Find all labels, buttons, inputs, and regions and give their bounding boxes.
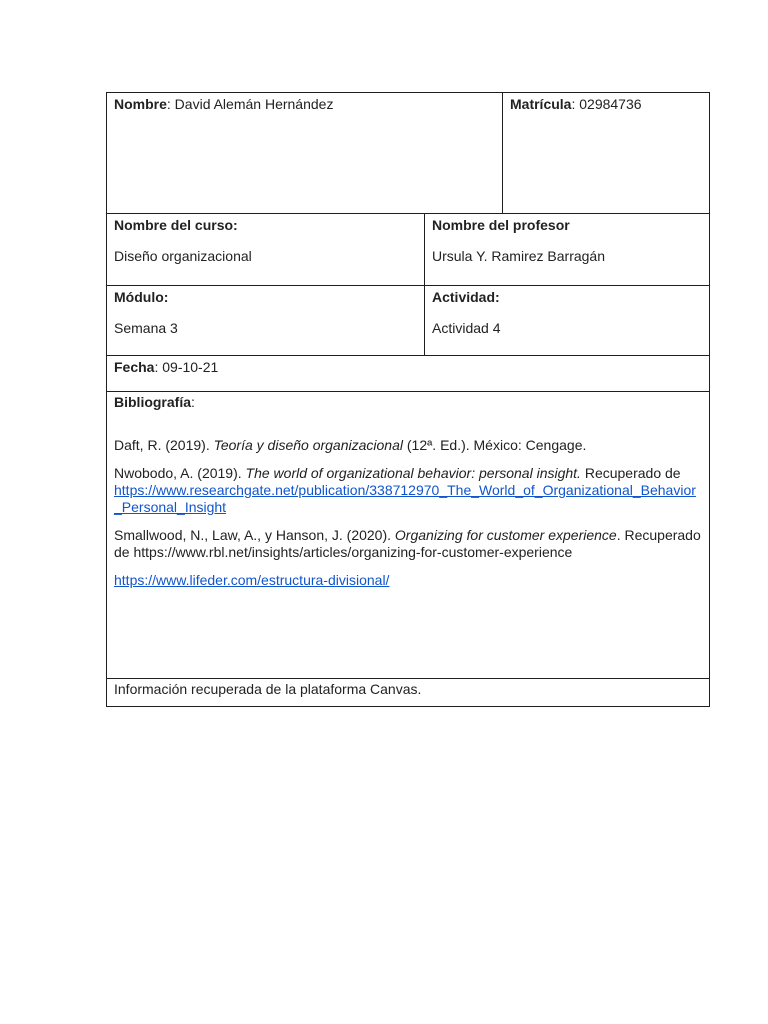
matricula-value: : 02984736 bbox=[571, 96, 642, 112]
module-row bbox=[107, 286, 709, 356]
course-row bbox=[107, 214, 709, 286]
reference-2-title: The world of organizational behavior: personal insight. bbox=[245, 465, 581, 481]
cover-sheet-table bbox=[106, 92, 710, 707]
date-value: : 09-10-21 bbox=[154, 359, 219, 375]
reference-3-title: Organizing for customer experience bbox=[394, 527, 617, 543]
reference-1-suffix: (12ª. Ed.). México: Cengage. bbox=[402, 437, 587, 453]
reference-3-suffix: . Recuperado de https://www.rbl.net/insights/articles/organizing-for-customer-experience bbox=[114, 527, 701, 560]
date-row bbox=[107, 356, 709, 392]
reference-2-link[interactable]: https://www.researchgate.net/publication/338712970_The_World_of_Organizational_Behavior_Personal_Insight bbox=[114, 482, 696, 515]
activity-value: Actividad 4 bbox=[432, 320, 501, 336]
bibliography-cell bbox=[107, 392, 709, 678]
matricula-label: Matrícula bbox=[510, 96, 572, 112]
reference-3 bbox=[114, 527, 702, 561]
bibliography-row bbox=[107, 392, 709, 679]
date-cell bbox=[107, 356, 709, 391]
bibliography-label-suffix: : bbox=[191, 394, 195, 410]
course-label: Nombre del curso: bbox=[114, 217, 238, 233]
matricula-cell bbox=[502, 93, 709, 213]
reference-1 bbox=[114, 437, 702, 454]
professor-value: Ursula Y. Ramirez Barragán bbox=[432, 248, 606, 264]
bibliography-heading bbox=[114, 394, 702, 411]
reference-4 bbox=[114, 572, 702, 589]
date-label: Fecha bbox=[114, 359, 155, 375]
name-label: Nombre bbox=[114, 96, 167, 112]
footer-row bbox=[107, 679, 709, 706]
reference-1-title: Teoría y diseño organizacional bbox=[213, 437, 403, 453]
reference-2-prefix: Nwobodo, A. (2019). bbox=[114, 465, 246, 481]
activity-label: Actividad: bbox=[432, 289, 500, 305]
reference-3-prefix: Smallwood, N., Law, A., y Hanson, J. (2020). bbox=[114, 527, 395, 543]
header-row bbox=[107, 93, 709, 214]
course-cell bbox=[107, 214, 424, 285]
reference-4-link[interactable]: https://www.lifeder.com/estructura-divisional/ bbox=[114, 572, 390, 588]
footer-cell bbox=[107, 679, 709, 706]
professor-cell bbox=[424, 214, 709, 285]
professor-label: Nombre del profesor bbox=[432, 217, 570, 233]
module-value: Semana 3 bbox=[114, 320, 178, 336]
name-cell bbox=[107, 93, 502, 213]
activity-cell bbox=[424, 286, 709, 355]
course-value: Diseño organizacional bbox=[114, 248, 252, 264]
module-cell bbox=[107, 286, 424, 355]
reference-2 bbox=[114, 465, 702, 516]
bibliography-label: Bibliografía bbox=[114, 394, 192, 410]
reference-2-suffix: Recuperado de bbox=[580, 465, 681, 481]
name-value: : David Alemán Hernández bbox=[166, 96, 334, 112]
footer-text: Información recuperada de la plataforma Canvas. bbox=[114, 681, 422, 697]
module-label: Módulo: bbox=[114, 289, 169, 305]
reference-1-prefix: Daft, R. (2019). bbox=[114, 437, 214, 453]
